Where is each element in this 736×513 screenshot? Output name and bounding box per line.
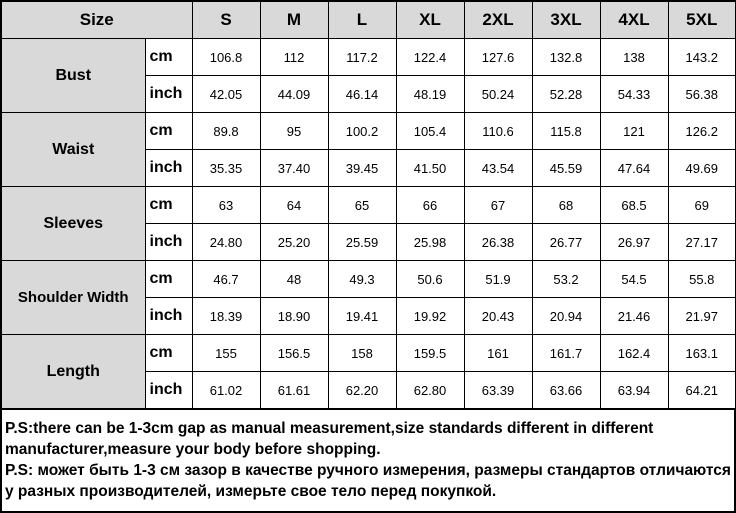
inch-value-cell: 20.94 [532, 298, 600, 335]
cm-value-cell: 68.5 [600, 187, 668, 224]
inch-value-cell: 50.24 [464, 76, 532, 113]
size-header-m: M [260, 1, 328, 39]
inch-value-cell: 25.98 [396, 224, 464, 261]
inch-value-cell: 25.20 [260, 224, 328, 261]
inch-value-cell: 21.46 [600, 298, 668, 335]
inch-value-cell: 20.43 [464, 298, 532, 335]
inch-value-cell: 26.38 [464, 224, 532, 261]
inch-value-cell: 37.40 [260, 150, 328, 187]
cm-value-cell: 159.5 [396, 335, 464, 372]
inch-value-cell: 64.21 [668, 372, 736, 410]
cm-value-cell: 110.6 [464, 113, 532, 150]
unit-label-inch: inch [145, 150, 192, 187]
cm-value-cell: 63 [192, 187, 260, 224]
size-header-2xl: 2XL [464, 1, 532, 39]
table-row [1, 113, 736, 150]
disclaimer-english: P.S:there can be 1-3cm gap as manual measurement,size standards different in different manufacturer,measure your body before shopping. [5, 420, 654, 458]
measurement-label-bust: Bust [1, 39, 145, 113]
table-row [1, 261, 736, 298]
cm-value-cell: 68 [532, 187, 600, 224]
unit-label-inch: inch [145, 372, 192, 410]
inch-value-cell: 26.77 [532, 224, 600, 261]
size-header-4xl: 4XL [600, 1, 668, 39]
size-header-xl: XL [396, 1, 464, 39]
inch-value-cell: 56.38 [668, 76, 736, 113]
inch-value-cell: 62.80 [396, 372, 464, 410]
inch-value-cell: 19.41 [328, 298, 396, 335]
inch-value-cell: 39.45 [328, 150, 396, 187]
cm-value-cell: 127.6 [464, 39, 532, 76]
inch-value-cell: 49.69 [668, 150, 736, 187]
cm-value-cell: 105.4 [396, 113, 464, 150]
inch-value-cell: 25.59 [328, 224, 396, 261]
cm-value-cell: 112 [260, 39, 328, 76]
disclaimer-note [0, 410, 736, 513]
measurement-label-sleeves: Sleeves [1, 187, 145, 261]
unit-label-cm: cm [145, 113, 192, 150]
inch-value-cell: 62.20 [328, 372, 396, 410]
measurement-label-length: Length [1, 335, 145, 410]
cm-value-cell: 65 [328, 187, 396, 224]
unit-label-inch: inch [145, 76, 192, 113]
cm-value-cell: 53.2 [532, 261, 600, 298]
inch-value-cell: 26.97 [600, 224, 668, 261]
inch-value-cell: 42.05 [192, 76, 260, 113]
inch-value-cell: 63.66 [532, 372, 600, 410]
cm-value-cell: 143.2 [668, 39, 736, 76]
cm-value-cell: 48 [260, 261, 328, 298]
cm-value-cell: 132.8 [532, 39, 600, 76]
size-header-s: S [192, 1, 260, 39]
inch-value-cell: 52.28 [532, 76, 600, 113]
cm-value-cell: 54.5 [600, 261, 668, 298]
size-header-l: L [328, 1, 396, 39]
inch-value-cell: 48.19 [396, 76, 464, 113]
inch-value-cell: 18.39 [192, 298, 260, 335]
inch-value-cell: 27.17 [668, 224, 736, 261]
inch-value-cell: 54.33 [600, 76, 668, 113]
size-header-3xl: 3XL [532, 1, 600, 39]
cm-value-cell: 50.6 [396, 261, 464, 298]
cm-value-cell: 69 [668, 187, 736, 224]
cm-value-cell: 161 [464, 335, 532, 372]
cm-value-cell: 100.2 [328, 113, 396, 150]
cm-value-cell: 162.4 [600, 335, 668, 372]
inch-value-cell: 61.02 [192, 372, 260, 410]
header-row [1, 1, 736, 39]
cm-value-cell: 67 [464, 187, 532, 224]
unit-label-cm: cm [145, 335, 192, 372]
inch-value-cell: 18.90 [260, 298, 328, 335]
cm-value-cell: 66 [396, 187, 464, 224]
unit-label-cm: cm [145, 187, 192, 224]
inch-value-cell: 21.97 [668, 298, 736, 335]
unit-label-cm: cm [145, 261, 192, 298]
size-header-label: Size [1, 1, 192, 39]
inch-value-cell: 24.80 [192, 224, 260, 261]
inch-value-cell: 63.94 [600, 372, 668, 410]
inch-value-cell: 43.54 [464, 150, 532, 187]
measurement-label-shoulder-width: Shoulder Width [1, 261, 145, 335]
cm-value-cell: 161.7 [532, 335, 600, 372]
cm-value-cell: 49.3 [328, 261, 396, 298]
inch-value-cell: 46.14 [328, 76, 396, 113]
unit-label-inch: inch [145, 298, 192, 335]
inch-value-cell: 19.92 [396, 298, 464, 335]
cm-value-cell: 106.8 [192, 39, 260, 76]
measurement-label-waist: Waist [1, 113, 145, 187]
disclaimer-russian: P.S: может быть 1-3 см зазор в качестве ручного измерения, размеры стандартов отличаются у разных производителей, измерьте свое тело перед покупкой. [5, 462, 731, 500]
cm-value-cell: 64 [260, 187, 328, 224]
size-chart-body [1, 1, 736, 409]
cm-value-cell: 55.8 [668, 261, 736, 298]
inch-value-cell: 35.35 [192, 150, 260, 187]
cm-value-cell: 122.4 [396, 39, 464, 76]
cm-value-cell: 163.1 [668, 335, 736, 372]
cm-value-cell: 155 [192, 335, 260, 372]
cm-value-cell: 51.9 [464, 261, 532, 298]
cm-value-cell: 115.8 [532, 113, 600, 150]
inch-value-cell: 44.09 [260, 76, 328, 113]
inch-value-cell: 41.50 [396, 150, 464, 187]
unit-label-inch: inch [145, 224, 192, 261]
inch-value-cell: 63.39 [464, 372, 532, 410]
cm-value-cell: 158 [328, 335, 396, 372]
size-header-5xl: 5XL [668, 1, 736, 39]
cm-value-cell: 156.5 [260, 335, 328, 372]
inch-value-cell: 61.61 [260, 372, 328, 410]
inch-value-cell: 47.64 [600, 150, 668, 187]
cm-value-cell: 95 [260, 113, 328, 150]
cm-value-cell: 117.2 [328, 39, 396, 76]
cm-value-cell: 46.7 [192, 261, 260, 298]
table-row [1, 39, 736, 76]
cm-value-cell: 121 [600, 113, 668, 150]
cm-value-cell: 89.8 [192, 113, 260, 150]
inch-value-cell: 45.59 [532, 150, 600, 187]
unit-label-cm: cm [145, 39, 192, 76]
cm-value-cell: 138 [600, 39, 668, 76]
table-row [1, 335, 736, 372]
cm-value-cell: 126.2 [668, 113, 736, 150]
table-row [1, 187, 736, 224]
